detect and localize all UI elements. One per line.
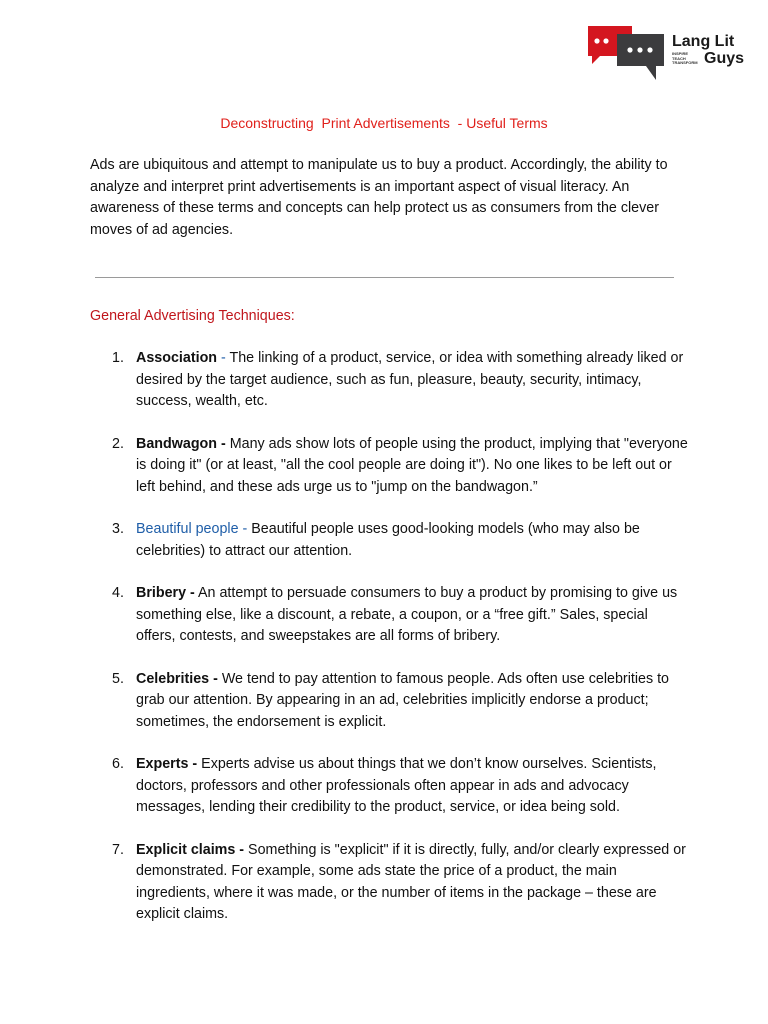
list-item-number: 6. (112, 756, 124, 772)
term-separator: - (238, 521, 248, 537)
list-item-number: 7. (112, 841, 124, 858)
logo-tagline-word: INSPIRE (672, 51, 689, 56)
list-item (90, 434, 690, 499)
term-definition: Something is "explicit" if it is directly, fully, and/or clearly expressed or demonstrated. For example, some ads state the price of a product, the main ingredients, where it was made, or the number of items in the package – these are explicit claims. (136, 841, 686, 922)
list-item (90, 754, 690, 819)
term-name: Explicit claims - (136, 841, 245, 858)
term-name: Celebrities - (136, 670, 218, 687)
term-name: Association (136, 350, 218, 366)
list-item-number: 5. (112, 670, 124, 687)
logo-tagline-word: TEACH (672, 55, 686, 61)
term-definition: Many ads show lots of people using the product, implying that "everyone is doing it" (or at least, "all the cool people are doing it"). No one likes to be left out or left behind, and these ads urge us to "jump on the bandwagon.” (136, 435, 688, 495)
speech-bubbles-icon (586, 24, 670, 84)
term-definition: We tend to pay attention to famous people. Ads often use celebrities to grab our attention. By appearing in an ad, celebrities implicitly endorse a product; sometimes, the endorsement is explicit. (136, 670, 670, 730)
logo-tagline (672, 52, 702, 66)
list-item-number: 2. (112, 435, 124, 452)
list-item (90, 669, 690, 734)
horizontal-divider (95, 277, 674, 278)
list-item-number: 4. (112, 585, 124, 601)
term-name: Bandwagon - (136, 435, 226, 452)
logo-tagline-word: TRANSFORM (672, 60, 698, 65)
list-item (90, 840, 690, 926)
intro-paragraph: Ads are ubiquitous and attempt to manipulate us to buy a product. Accordingly, the ability to analyze and interpret print advertisements is an important aspect of visual literacy. An awareness of these terms and concepts can help protect us as consumers from the clever moves of ad agencies. (90, 157, 668, 239)
list-item (90, 583, 690, 648)
logo-line-1: Lang Lit (672, 33, 735, 50)
terms-list (90, 348, 690, 947)
term-definition: The linking of a product, service, or idea with something already liked or desired by the target audience, such as fun, pleasure, beauty, security, intimacy, success, wealth, etc. (136, 350, 684, 409)
list-item (90, 348, 690, 413)
term-separator: - (217, 350, 226, 366)
list-item-number: 3. (112, 521, 124, 537)
document-title: Deconstructing Print Advertisements - Useful Terms (220, 115, 548, 131)
term-definition: Beautiful people uses good-looking models (who may also be celebrities) to attract our attention. (136, 521, 640, 559)
list-item (90, 519, 690, 562)
term-definition: Experts advise us about things that we don’t know ourselves. Scientists, doctors, professors and other professionals often appear in ads and advocacy messages, lending their credibility to the product, service, or idea being sold. (136, 756, 657, 815)
term-name-link[interactable]: Beautiful people (136, 521, 239, 537)
section-heading: General Advertising Techniques: (90, 308, 295, 324)
lang-lit-guys-logo (586, 24, 746, 84)
list-item-number: 1. (112, 350, 124, 366)
term-name: Experts - (136, 756, 198, 772)
term-name: Bribery - (136, 585, 195, 601)
term-definition: An attempt to persuade consumers to buy a product by promising to give us something else, like a discount, a rebate, a coupon, or a “free gift.” Sales, special offers, contests, and sweepstakes are all forms of bribery. (136, 585, 678, 644)
logo-line-2: Guys (704, 50, 745, 67)
